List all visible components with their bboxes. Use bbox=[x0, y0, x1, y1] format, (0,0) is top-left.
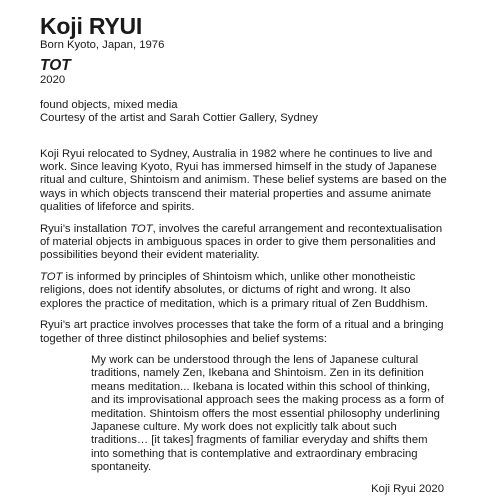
artwork-title: TOT bbox=[40, 57, 71, 75]
artwork-year: 2020 bbox=[40, 74, 66, 87]
artwork-medium: found objects, mixed media bbox=[40, 98, 178, 111]
paragraph-shintoism-text: is informed by principles of Shintoism which, unlike other monotheistic religions, does not identify absolutes, or dictums of right and wrong. It also explores the practice of meditation, which is a primary ritual of Zen Buddhism. bbox=[40, 270, 429, 310]
artwork-title-inline: TOT bbox=[40, 270, 63, 283]
paragraph-installation-start: Ryui’s installation bbox=[40, 222, 131, 235]
paragraph-biography: Koji Ryui relocated to Sydney, Australia in 1982 where he continues to live and work. Since leaving Kyoto, Ryui has immersed himself in the study of Japanese ritual and culture, Shintoism and animism. These belief systems are based on the ways in which objects transcend their material properties and assume animate qualities of lifeforce and spirits. bbox=[40, 147, 447, 214]
paragraph-practice: Ryui’s art practice involves processes that take the form of a ritual and a bringing together of three distinct philosophies and belief systems: bbox=[40, 319, 444, 345]
artist-quote: My work can be understood through the lens of Japanese cultural traditions, namely Zen, Ikebana and Shintoism. Zen in its definition means meditation... Ikebana is located within this school of thinking, and its improvisational approach sees the making process as a form of meditation. Shintoism offers the most essential philosophy underlining Japanese culture. My work does not explicitly talk about such traditions… [it takes] fragments of familiar everyday and shifts them into something that is contemplative and extraordinary embracing spontaneity. bbox=[91, 353, 444, 474]
artwork-credit: Courtesy of the artist and Sarah Cottier Gallery, Sydney bbox=[40, 112, 318, 125]
artist-name: Koji RYUI bbox=[40, 13, 143, 39]
paragraph-installation-end: , involves the careful arrangement and recontextualisation of material objects in ambiguous spaces in order to give them personalities and possibilities beyond their evident materiality. bbox=[40, 222, 443, 262]
paragraph-shintoism bbox=[40, 271, 447, 311]
artist-birth: Born Kyoto, Japan, 1976 bbox=[40, 39, 165, 51]
quote-attribution: Koji Ryui 2020 bbox=[371, 482, 444, 495]
artwork-title-inline: TOT bbox=[130, 222, 153, 235]
paragraph-installation bbox=[40, 223, 447, 263]
